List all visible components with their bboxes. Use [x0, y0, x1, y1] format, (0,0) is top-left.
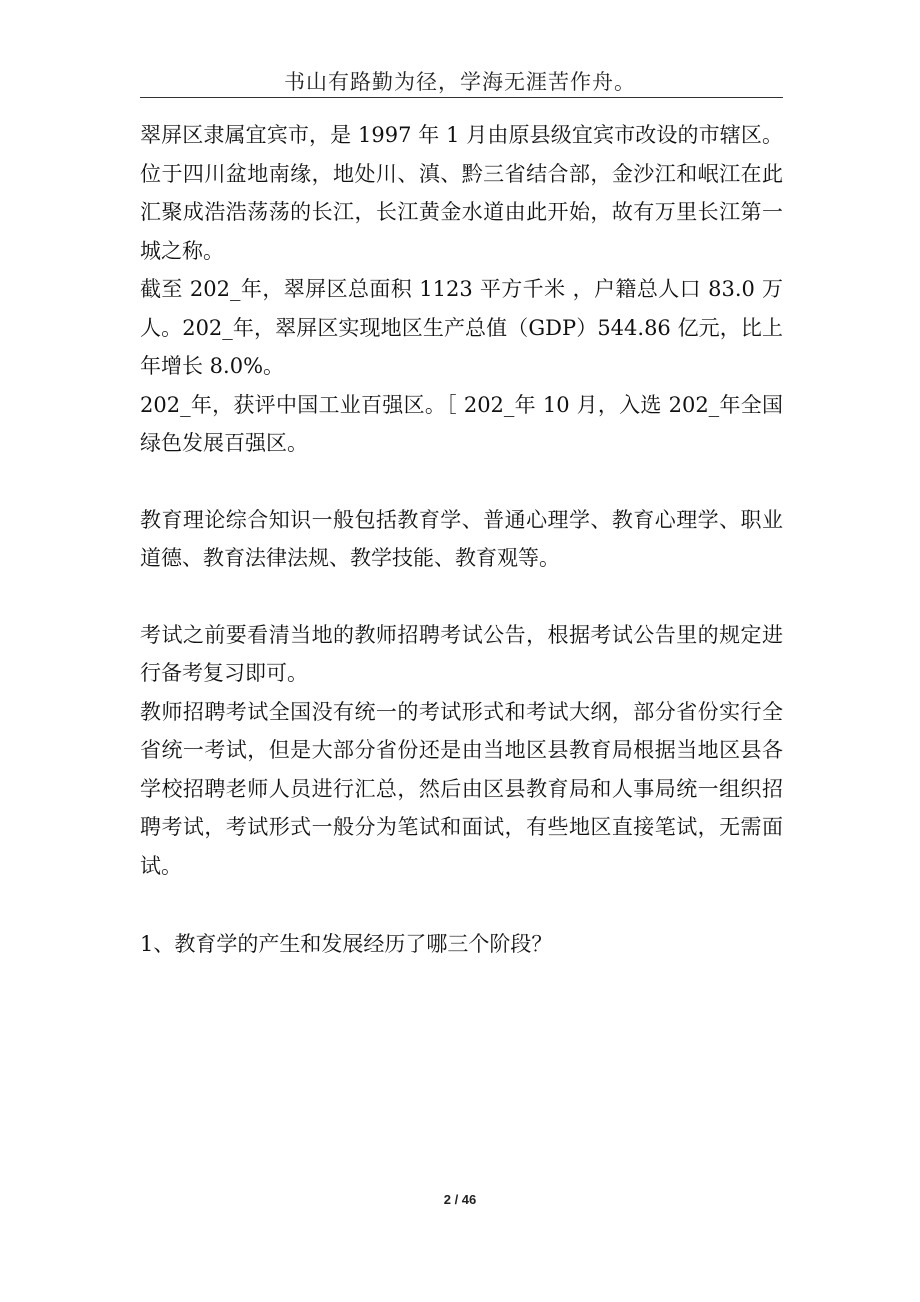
paragraph-area-gdp: 截至 202_年，翠屏区总面积 1123 平方千米 ，户籍总人口 83.0 万人。202_年，翠屏区实现地区生产总值（GDP）544.86 亿元，比上年增长 8.0%。 — [140, 277, 783, 378]
paragraph-cuiping-intro: 翠屏区隶属宜宾市，是 1997 年 1 月由原县级宜宾市改设的市辖区。位于四川盆地南缘，地处川、滇、黔三省结合部，金沙江和岷江在此汇聚成浩浩荡荡的长江，长江黄金水道由此开始，故有万里长江第一城之称。 — [140, 123, 783, 263]
paragraph-exam-notice: 考试之前要看清当地的教师招聘考试公告，根据考试公告里的规定进行备考复习即可。 — [140, 622, 783, 685]
question-heading: 1、教育学的产生和发展经历了哪三个阶段？ — [140, 932, 553, 956]
paragraph-education-theory: 教育理论综合知识一般包括教育学、普通心理学、教育心理学、职业道德、教育法律法规、教学技能、教育观等。 — [140, 507, 783, 570]
paragraph-awards: 202_年，获评中国工业百强区。［ 202_年 10 月，入选 202_年全国绿色发展百强区。 — [140, 392, 783, 455]
header-motto: 书山有路勤为径，学海无涯苦作舟。 — [284, 70, 636, 94]
paragraph-spacer — [140, 578, 783, 616]
header-divider — [140, 97, 783, 98]
page-number: 2 / 46 — [443, 1192, 477, 1207]
document-body — [140, 116, 783, 964]
paragraph-spacer — [140, 885, 783, 925]
paragraph-spacer — [140, 463, 783, 501]
paragraph-exam-format: 教师招聘考试全国没有统一的考试形式和考试大纲，部分省份实行全省统一考试，但是大部分省份还是由当地区县教育局根据当地区县各学校招聘老师人员进行汇总，然后由区县教育局和人事局统一组织招聘考试，考试形式一般分为笔试和面试，有些地区直接笔试，无需面试。 — [140, 699, 783, 878]
